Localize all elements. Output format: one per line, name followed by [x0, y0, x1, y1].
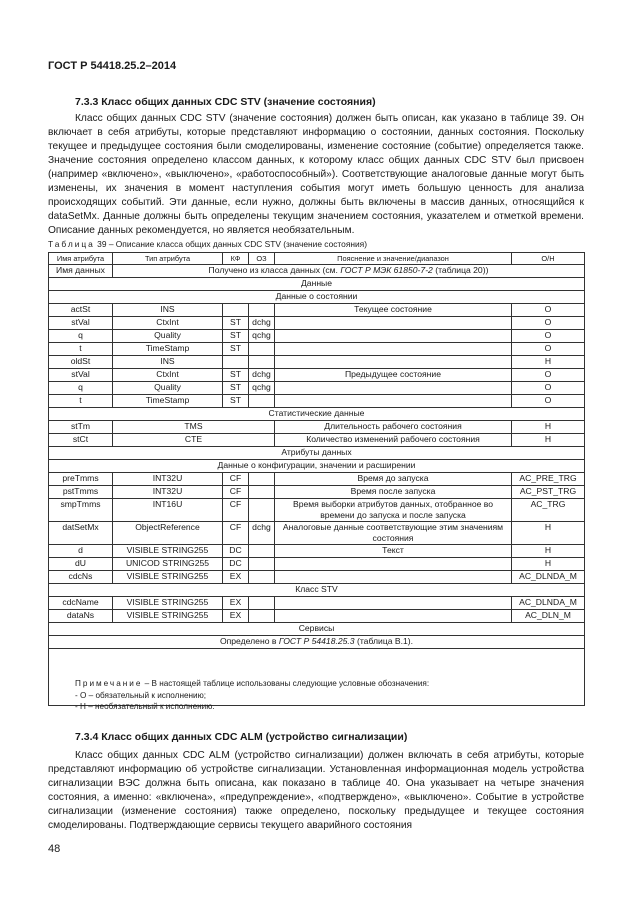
trigger-option	[249, 356, 275, 369]
table-row	[49, 395, 585, 408]
attribute-name: datSetMx	[49, 522, 113, 545]
trigger-option: dchg	[249, 369, 275, 382]
attribute-type: VISIBLE STRING255	[113, 545, 223, 558]
mandatory-optional: Н	[512, 421, 585, 434]
header-cell: О/Н	[512, 253, 585, 265]
mandatory-optional: O	[512, 304, 585, 317]
attribute-name: preTmms	[49, 473, 113, 486]
section-row	[49, 408, 585, 421]
trigger-option	[249, 571, 275, 584]
header-cell: КФ	[223, 253, 249, 265]
attribute-type: INT32U	[113, 486, 223, 499]
attribute-type: VISIBLE STRING255	[113, 597, 223, 610]
explanation: Количество изменений рабочего состояния	[275, 434, 512, 447]
mandatory-optional: O	[512, 395, 585, 408]
functional-constraint: ST	[223, 395, 249, 408]
section-services: Сервисы	[49, 623, 585, 636]
attribute-name: cdcName	[49, 597, 113, 610]
attribute-type: TimeStamp	[113, 343, 223, 356]
trigger-option	[249, 473, 275, 486]
table-row	[49, 558, 585, 571]
functional-constraint: ST	[223, 317, 249, 330]
table-row	[49, 473, 585, 486]
section-status: Данные о состоянии	[49, 291, 585, 304]
table-note	[75, 678, 429, 713]
mandatory-optional: AC_DLN_M	[512, 610, 585, 623]
trigger-option	[249, 499, 275, 522]
trigger-option	[249, 486, 275, 499]
table-row	[49, 304, 585, 317]
header-cell: ОЗ	[249, 253, 275, 265]
mandatory-optional: AC_DLNDA_M	[512, 571, 585, 584]
attribute-name: t	[49, 395, 113, 408]
attribute-name: q	[49, 382, 113, 395]
explanation	[275, 343, 512, 356]
functional-constraint	[223, 356, 249, 369]
attribute-name: stCt	[49, 434, 113, 447]
trigger-option	[249, 610, 275, 623]
note-label: Примечание	[75, 679, 143, 688]
attribute-name: smpTmms	[49, 499, 113, 522]
table-row	[49, 317, 585, 330]
trigger-option: qchg	[249, 330, 275, 343]
text-fragment: (таблица В.1).	[354, 636, 414, 646]
trigger-option	[249, 558, 275, 571]
explanation	[275, 597, 512, 610]
functional-constraint: ST	[223, 343, 249, 356]
table-caption	[48, 239, 367, 249]
attribute-type: CTE	[113, 434, 275, 447]
table-row	[49, 571, 585, 584]
section-title-7-3-4: 7.3.4 Класс общих данных CDC ALM (устройство сигнализации)	[75, 731, 408, 743]
section-config: Данные о конфигурации, значении и расширении	[49, 460, 585, 473]
caption-text: 39 – Описание класса общих данных CDC STV (значение состояния)	[94, 239, 367, 249]
note-item: - О – обязательный к исполнению;	[75, 690, 207, 700]
functional-constraint: DC	[223, 558, 249, 571]
services-definition	[49, 636, 585, 649]
section-data: Данные	[49, 278, 585, 291]
trigger-option: dchg	[249, 317, 275, 330]
services-row	[49, 636, 585, 649]
text-fragment: Получено из класса данных (см.	[208, 265, 341, 275]
table-row	[49, 382, 585, 395]
explanation	[275, 356, 512, 369]
trigger-option	[249, 545, 275, 558]
functional-constraint: EX	[223, 597, 249, 610]
attribute-table	[48, 252, 585, 706]
mandatory-optional: AC_PRE_TRG	[512, 473, 585, 486]
section-row	[49, 584, 585, 597]
data-name-label: Имя данных	[49, 265, 113, 278]
explanation: Время выборки атрибутов данных, отобранное во времени до запуска и после запуска	[275, 499, 512, 522]
mandatory-optional: O	[512, 343, 585, 356]
functional-constraint: CF	[223, 522, 249, 545]
attribute-type: INT16U	[113, 499, 223, 522]
attribute-name: stVal	[49, 369, 113, 382]
text-fragment: (таблица 20))	[432, 265, 489, 275]
note-item: - Н – необязательный к исполнению.	[75, 702, 215, 711]
section-row	[49, 291, 585, 304]
attribute-type: TMS	[113, 421, 275, 434]
functional-constraint: CF	[223, 473, 249, 486]
explanation: Текст	[275, 545, 512, 558]
table-row	[49, 597, 585, 610]
section-row	[49, 447, 585, 460]
mandatory-optional: O	[512, 330, 585, 343]
attribute-type: TimeStamp	[113, 395, 223, 408]
explanation: Длительность рабочего состояния	[275, 421, 512, 434]
text-fragment: Определено в	[219, 636, 279, 646]
functional-constraint: CF	[223, 486, 249, 499]
mandatory-optional: O	[512, 382, 585, 395]
attribute-name: q	[49, 330, 113, 343]
functional-constraint: EX	[223, 610, 249, 623]
explanation	[275, 395, 512, 408]
caption-prefix: Таблица	[48, 239, 95, 249]
table-row	[49, 421, 585, 434]
mandatory-optional: Н	[512, 545, 585, 558]
data-name-description	[113, 265, 585, 278]
table-row	[49, 610, 585, 623]
section-title-7-3-3: 7.3.3 Класс общих данных CDC STV (значение состояния)	[75, 96, 376, 108]
attribute-name: t	[49, 343, 113, 356]
section-stats: Статистические данные	[49, 408, 585, 421]
attribute-name: d	[49, 545, 113, 558]
attribute-name: stVal	[49, 317, 113, 330]
functional-constraint: ST	[223, 382, 249, 395]
mandatory-optional: Н	[512, 558, 585, 571]
mandatory-optional: AC_PST_TRG	[512, 486, 585, 499]
explanation	[275, 330, 512, 343]
trigger-option	[249, 395, 275, 408]
explanation	[275, 317, 512, 330]
mandatory-optional: Н	[512, 434, 585, 447]
explanation	[275, 610, 512, 623]
document-header: ГОСТ Р 54418.25.2–2014	[48, 60, 177, 72]
table-row	[49, 522, 585, 545]
section-paragraph-7-3-3: Класс общих данных CDC STV (значение состояния) должен быть описан, как указано в таблице 39. Он включает в себя атрибуты, которые представляют информацию о состоянии, данных состояния. Поскольку текущее и предыдущее состояния были смоделированы, изменение состояние (событие) определяется также. Значение состояния определено классом данных, к которому класс общих данных CDC STV был присвоен (например «включено», «выключено», «работоспособный»). Соответствующие аналоговые данные могут быть изменены, их значения в момент наступления события могут иметь большую ценность для анализа происходящих событий. Эти данные, если нужно, должны быть включены в массив данных, относящийся к dataSetMx. Данные должны быть определены текущим значением состояния, указателем и отметкой времени. Описание данных рекомендуется, но является необязательным.	[48, 113, 584, 236]
section-paragraph-7-3-4: Класс общих данных CDC ALM (устройство сигнализации) должен включать в себя атрибуты, которые представляют информацию об устройстве сигнализации. Установленная информационная модель устройства сигнализации ВЭС должна быть описана, как показано в таблице 40. Она указывает на четыре значения состояния, а именно: «включена», «предупреждение», «подтверждено», «выключено». Событие в устройстве сигнализации (изменение состояния) также определено, поскольку предыдущее и текущее состояния смоделированы. Подтверждающие сервисы текущего аварийного состояния	[48, 750, 584, 831]
mandatory-optional: Н	[512, 356, 585, 369]
table-row	[49, 545, 585, 558]
functional-constraint: ST	[223, 330, 249, 343]
mandatory-optional: O	[512, 369, 585, 382]
explanation: Предыдущее состояние	[275, 369, 512, 382]
attribute-name: cdcNs	[49, 571, 113, 584]
functional-constraint: DC	[223, 545, 249, 558]
attribute-type: VISIBLE STRING255	[113, 571, 223, 584]
note-heading	[75, 678, 429, 690]
table-row	[49, 434, 585, 447]
note-text: – В настоящей таблице использованы следующие условные обозначения:	[142, 679, 430, 688]
attribute-type: VISIBLE STRING255	[113, 610, 223, 623]
data-name-row	[49, 265, 585, 278]
section-attrs: Атрибуты данных	[49, 447, 585, 460]
section-row	[49, 623, 585, 636]
attribute-type: CtxInt	[113, 369, 223, 382]
table-row	[49, 486, 585, 499]
explanation	[275, 382, 512, 395]
attribute-name: pstTmms	[49, 486, 113, 499]
mandatory-optional: AC_DLNDA_M	[512, 597, 585, 610]
attribute-type: INS	[113, 356, 223, 369]
attribute-type: UNICOD STRING255	[113, 558, 223, 571]
table-row	[49, 330, 585, 343]
section-row	[49, 278, 585, 291]
attribute-name: stTm	[49, 421, 113, 434]
attribute-type: INS	[113, 304, 223, 317]
trigger-option: qchg	[249, 382, 275, 395]
explanation	[275, 571, 512, 584]
functional-constraint: CF	[223, 499, 249, 522]
attribute-name: actSt	[49, 304, 113, 317]
explanation: Текущее состояние	[275, 304, 512, 317]
explanation: Аналоговые данные соответствующие этим значениям состояния	[275, 522, 512, 545]
trigger-option: dchg	[249, 522, 275, 545]
table-header-row	[49, 253, 585, 265]
trigger-option	[249, 597, 275, 610]
functional-constraint: ST	[223, 369, 249, 382]
header-cell: Пояснение и значение/диапазон	[275, 253, 512, 265]
table-row	[49, 369, 585, 382]
explanation	[275, 558, 512, 571]
explanation: Время до запуска	[275, 473, 512, 486]
table-row	[49, 499, 585, 522]
mandatory-optional: O	[512, 317, 585, 330]
header-cell: Тип атрибута	[113, 253, 223, 265]
section-row	[49, 460, 585, 473]
attribute-type: CtxInt	[113, 317, 223, 330]
table-row	[49, 356, 585, 369]
attribute-type: Quality	[113, 382, 223, 395]
explanation: Время после запуска	[275, 486, 512, 499]
mandatory-optional: Н	[512, 522, 585, 545]
section-class-stv: Класс STV	[49, 584, 585, 597]
attribute-name: dU	[49, 558, 113, 571]
trigger-option	[249, 304, 275, 317]
attribute-type: ObjectReference	[113, 522, 223, 545]
header-cell: Имя атрибута	[49, 253, 113, 265]
standard-reference: ГОСТ Р 54418.25.3	[278, 636, 355, 646]
table-row	[49, 343, 585, 356]
trigger-option	[249, 343, 275, 356]
functional-constraint: EX	[223, 571, 249, 584]
attribute-type: Quality	[113, 330, 223, 343]
attribute-name: oldSt	[49, 356, 113, 369]
mandatory-optional: AC_TRG	[512, 499, 585, 522]
functional-constraint	[223, 304, 249, 317]
page-number: 48	[48, 843, 61, 855]
standard-reference: ГОСТ Р МЭК 61850-7-2	[340, 265, 433, 275]
attribute-type: INT32U	[113, 473, 223, 486]
attribute-name: dataNs	[49, 610, 113, 623]
